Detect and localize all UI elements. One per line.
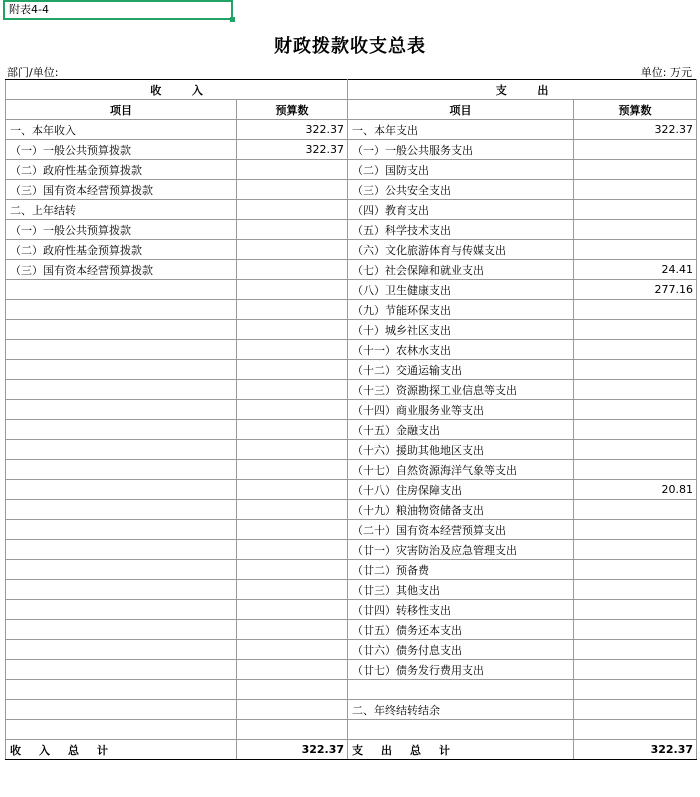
expense-item-cell[interactable]: （四）教育支出 [348,200,574,220]
expense-amount-cell[interactable] [574,180,697,200]
income-amount-cell[interactable] [237,440,348,460]
expense-amount-cell[interactable] [574,460,697,480]
table-row [6,320,697,340]
income-item-cell[interactable] [6,660,237,680]
income-amount-cell[interactable] [237,620,348,640]
expense-amount-cell[interactable] [574,320,697,340]
income-item-cell[interactable] [6,420,237,440]
expense-amount-cell[interactable] [574,600,697,620]
expense-item-cell[interactable]: （廿二）预备费 [348,560,574,580]
table-row [6,340,697,360]
expense-amount-cell[interactable] [574,400,697,420]
expense-amount-cell[interactable] [574,700,697,720]
income-item-cell[interactable] [6,640,237,660]
table-row [6,200,697,220]
total-row [6,740,697,760]
expense-item-cell[interactable]: （三）公共安全支出 [348,180,574,200]
income-item-cell[interactable] [6,540,237,560]
expense-item-cell[interactable]: （廿三）其他支出 [348,580,574,600]
table-row [6,260,697,280]
income-item-cell[interactable]: （三）国有资本经营预算拨款 [6,180,237,200]
expense-item-cell[interactable] [348,720,574,740]
budget-table [5,79,697,760]
expense-item-cell[interactable]: （廿一）灾害防治及应急管理支出 [348,540,574,560]
income-item-cell[interactable]: （三）国有资本经营预算拨款 [6,260,237,280]
expense-amount-cell[interactable] [574,380,697,400]
income-item-cell[interactable] [6,300,237,320]
expense-item-cell[interactable]: （廿六）债务付息支出 [348,640,574,660]
table-row [6,180,697,200]
table-row [6,120,697,140]
table-row [6,160,697,180]
income-amount-cell[interactable] [237,420,348,440]
table-row [6,580,697,600]
income-section-text: 收 入 [150,83,203,97]
table-row [6,520,697,540]
income-amount-cell[interactable] [237,500,348,520]
income-item-cell[interactable] [6,600,237,620]
expense-item-cell[interactable]: （十四）商业服务业等支出 [348,400,574,420]
income-amount-cell[interactable] [237,320,348,340]
income-amount-cell[interactable] [237,240,348,260]
table-row [6,500,697,520]
expense-total-label[interactable]: 支出总计 [348,740,574,760]
table-row [6,680,697,700]
income-amount-cell[interactable] [237,460,348,480]
income-item-cell[interactable] [6,480,237,500]
table-row [6,380,697,400]
expense-amount-cell[interactable] [574,580,697,600]
income-item-cell[interactable] [6,520,237,540]
income-amount-cell[interactable]: 322.37 [237,140,348,160]
expense-item-cell[interactable]: （九）节能环保支出 [348,300,574,320]
income-amount-cell[interactable] [237,180,348,200]
table-row [6,600,697,620]
income-item-header[interactable]: 项目 [6,100,237,120]
expense-item-cell[interactable]: （十九）粮油物资储备支出 [348,500,574,520]
income-item-cell[interactable] [6,620,237,640]
income-item-cell[interactable]: （一）一般公共预算拨款 [6,220,237,240]
table-row [6,280,697,300]
expense-amount-cell[interactable] [574,340,697,360]
expense-item-cell[interactable]: （一）一般公共服务支出 [348,140,574,160]
income-item-cell[interactable] [6,500,237,520]
income-amount-cell[interactable] [237,400,348,420]
table-row [6,640,697,660]
expense-amount-cell[interactable]: 277.16 [574,280,697,300]
table-row [6,240,697,260]
expense-amount-cell[interactable] [574,160,697,180]
expense-amount-cell[interactable] [574,140,697,160]
table-row [6,560,697,580]
table-row [6,420,697,440]
expense-amount-cell[interactable] [574,500,697,520]
income-amount-cell[interactable] [237,300,348,320]
expense-amount-cell[interactable] [574,640,697,660]
expense-item-cell[interactable]: （十六）援助其他地区支出 [348,440,574,460]
table-row [6,540,697,560]
income-amount-cell[interactable] [237,680,348,700]
expense-item-cell[interactable]: 一、本年支出 [348,120,574,140]
income-amount-cell[interactable] [237,160,348,180]
expense-section-header[interactable] [348,80,697,100]
income-item-cell[interactable]: （二）政府性基金预算拨款 [6,240,237,260]
expense-amount-cell[interactable] [574,240,697,260]
expense-item-cell[interactable]: （十五）金融支出 [348,420,574,440]
expense-item-cell[interactable]: （十）城乡社区支出 [348,320,574,340]
expense-item-cell[interactable]: （十三）资源勘探工业信息等支出 [348,380,574,400]
income-item-cell[interactable]: （二）政府性基金预算拨款 [6,160,237,180]
income-section-header[interactable] [6,80,348,100]
income-amount-cell[interactable] [237,700,348,720]
table-row [6,480,697,500]
income-item-cell[interactable] [6,400,237,420]
expense-amount-cell[interactable] [574,220,697,240]
income-item-cell[interactable] [6,440,237,460]
income-amount-cell[interactable] [237,720,348,740]
expense-item-cell[interactable]: （七）社会保障和就业支出 [348,260,574,280]
income-item-cell[interactable] [6,580,237,600]
income-amount-cell[interactable] [237,540,348,560]
expense-item-cell[interactable]: （十八）住房保障支出 [348,480,574,500]
table-row [6,140,697,160]
table-row [6,720,697,740]
expense-item-cell[interactable]: （二）国防支出 [348,160,574,180]
dept-label: 部门/单位: [7,66,59,79]
expense-item-cell[interactable]: （五）科学技术支出 [348,220,574,240]
income-amount-cell[interactable] [237,260,348,280]
expense-item-cell[interactable]: （十二）交通运输支出 [348,360,574,380]
expense-amount-cell[interactable]: 322.37 [574,120,697,140]
expense-amount-cell[interactable] [574,720,697,740]
expense-item-cell[interactable]: （八）卫生健康支出 [348,280,574,300]
income-item-cell[interactable] [6,280,237,300]
income-item-cell[interactable] [6,360,237,380]
expense-item-header[interactable]: 项目 [348,100,574,120]
income-item-cell[interactable] [6,340,237,360]
expense-item-cell[interactable] [348,680,574,700]
expense-amount-cell[interactable]: 24.41 [574,260,697,280]
income-total-label[interactable]: 收入总计 [6,740,237,760]
expense-item-cell[interactable]: （六）文化旅游体育与传媒支出 [348,240,574,260]
table-row [6,700,697,720]
expense-amount-cell[interactable] [574,520,697,540]
expense-item-cell[interactable]: （十七）自然资源海洋气象等支出 [348,460,574,480]
income-item-cell[interactable]: 一、本年收入 [6,120,237,140]
income-amount-cell[interactable] [237,380,348,400]
table-row [6,220,697,240]
income-amount-cell[interactable] [237,600,348,620]
expense-item-cell[interactable]: （廿五）债务还本支出 [348,620,574,640]
income-amount-cell[interactable] [237,580,348,600]
income-amount-cell[interactable] [237,280,348,300]
expense-budget-header[interactable]: 预算数 [574,100,697,120]
expense-item-cell[interactable]: （廿四）转移性支出 [348,600,574,620]
table-row [6,620,697,640]
income-budget-header[interactable]: 预算数 [237,100,348,120]
expense-amount-cell[interactable] [574,420,697,440]
income-item-cell[interactable] [6,320,237,340]
income-amount-cell[interactable] [237,220,348,240]
expense-amount-cell[interactable] [574,660,697,680]
income-item-cell[interactable] [6,460,237,480]
table-row [6,400,697,420]
page-title: 财政拨款收支总表 [274,36,426,57]
expense-amount-cell[interactable] [574,440,697,460]
income-item-cell[interactable] [6,380,237,400]
expense-amount-cell[interactable]: 20.81 [574,480,697,500]
expense-amount-cell[interactable] [574,620,697,640]
table-row [6,300,697,320]
expense-amount-cell[interactable] [574,540,697,560]
income-item-cell[interactable] [6,680,237,700]
income-item-cell[interactable]: （一）一般公共预算拨款 [6,140,237,160]
income-amount-cell[interactable] [237,560,348,580]
expense-item-cell[interactable]: 二、年终结转结余 [348,700,574,720]
table-row [6,460,697,480]
expense-total-amount[interactable]: 322.37 [574,740,697,760]
income-amount-cell[interactable] [237,480,348,500]
cell-reference-box[interactable] [3,0,233,20]
expense-item-cell[interactable]: （十一）农林水支出 [348,340,574,360]
table-row [6,440,697,460]
income-amount-cell[interactable] [237,660,348,680]
table-row [6,360,697,380]
income-total-amount[interactable]: 322.37 [237,740,348,760]
expense-item-cell[interactable]: （廿七）债务发行费用支出 [348,660,574,680]
expense-amount-cell[interactable] [574,300,697,320]
expense-section-text: 支 出 [495,83,549,97]
income-item-cell[interactable]: 二、上年结转 [6,200,237,220]
expense-item-cell[interactable]: （二十）国有资本经营预算支出 [348,520,574,540]
income-item-cell[interactable] [6,720,237,740]
income-amount-cell[interactable] [237,520,348,540]
income-item-cell[interactable] [6,560,237,580]
income-amount-cell[interactable] [237,340,348,360]
expense-amount-cell[interactable] [574,680,697,700]
income-amount-cell[interactable] [237,360,348,380]
income-amount-cell[interactable]: 322.37 [237,120,348,140]
expense-amount-cell[interactable] [574,200,697,220]
income-item-cell[interactable] [6,700,237,720]
income-amount-cell[interactable] [237,640,348,660]
unit-label: 单位: 万元 [640,66,692,79]
table-row [6,660,697,680]
sheet-ref-text: 附表4-4 [9,3,49,16]
income-amount-cell[interactable] [237,200,348,220]
expense-amount-cell[interactable] [574,360,697,380]
expense-amount-cell[interactable] [574,560,697,580]
